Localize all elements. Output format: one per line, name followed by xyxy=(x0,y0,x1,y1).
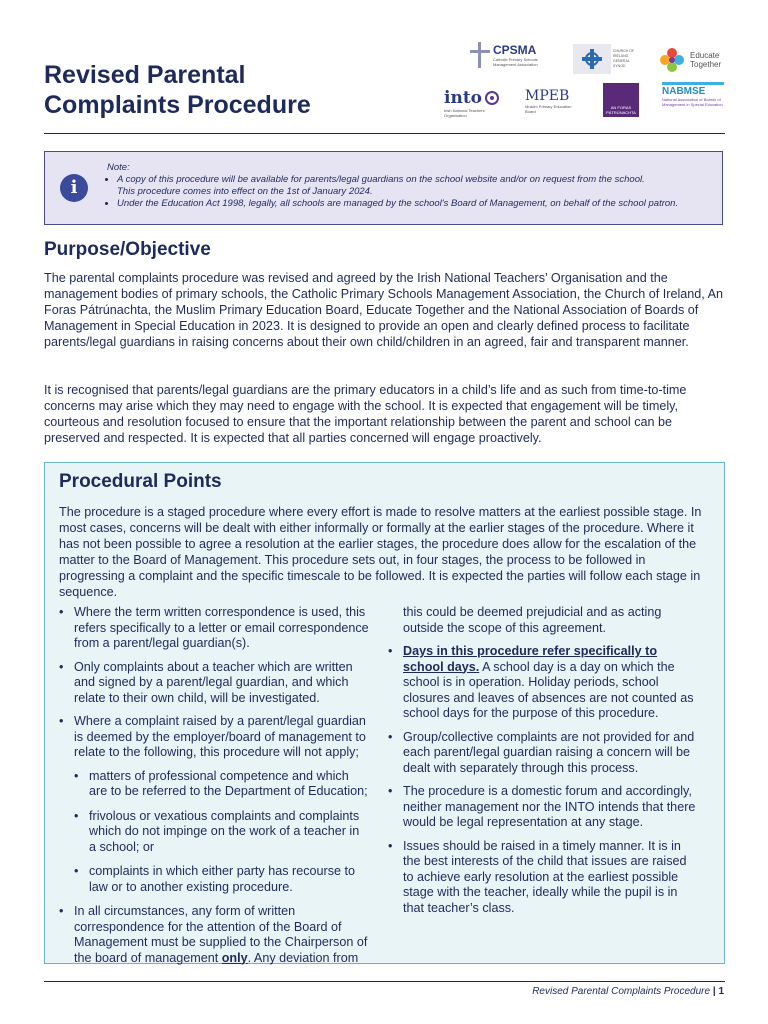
procedural-intro: The procedure is a staged procedure where every effort is made to resolve matters at the earliest possible stage. In most cases, concerns will be dealt with either informally or formally at the earlier stages of the procedure. Where it has not been possible to agree a resolution at the earlier stages, the procedure does allow for the escalation of the matter to the Board of Management. This procedure sets out, in four stages, the process to be followed in progressing a complaint and the specific timescale to be followed. It is expected the parties will follow each stage in sequence. xyxy=(59,505,702,599)
cpsma-logo xyxy=(470,42,551,68)
footer-divider xyxy=(44,981,725,982)
into-logo xyxy=(444,88,504,118)
list-item xyxy=(388,644,698,722)
purpose-heading: Purpose/Objective xyxy=(44,239,211,260)
mpeb-logo xyxy=(525,88,581,114)
sub-list-item: • matters of professional competence and which are to be referred to the Department of Education; xyxy=(74,769,369,800)
purpose-paragraph-1: The parental complaints procedure was revised and agreed by the Irish National Teachers’ Organisation and the management bodies of primary schools, the Catholic Primary Schools Management Association, the Church of Ireland, An Foras Pátrúnachta, the Muslim Primary Education Board, Educate Together and the National Association of Boards of Management in Special Education in 2023. It is designed to provide an open and clearly defined process to facilitate parents/legal guardians in raising concerns about their own child/children in an agreed, fair and transparent manner. xyxy=(44,271,724,349)
left-column xyxy=(59,605,369,974)
an-foras-patrunachta-logo xyxy=(603,83,639,117)
partner-logos xyxy=(440,40,730,125)
note-item: • Under the Education Act 1998, legally, all schools are managed by the school's Board of Management, on behalf of the school patron. xyxy=(117,198,707,210)
page-title xyxy=(44,60,434,120)
into-subtext: Irish National Teachers' Organisation xyxy=(444,108,486,118)
coi-subtext: CHURCH OF IRELAND GENERAL SYNOD xyxy=(613,49,634,68)
church-of-ireland-logo xyxy=(573,44,643,74)
page-number: 1 xyxy=(718,986,724,997)
mpeb-subtext: Muslim Primary Education Board xyxy=(525,104,572,114)
procedural-points-box xyxy=(44,462,725,964)
list-item: • Only complaints about a teacher which are written and signed by a parent/legal guardian, and which relate to their own child, will be investigated. xyxy=(59,660,369,707)
into-text: into xyxy=(444,88,483,108)
info-icon: i xyxy=(60,174,88,202)
cpsma-text: CPSMA xyxy=(493,43,537,57)
cpsma-subtext: Catholic Primary Schools Management Association xyxy=(493,57,538,67)
sub-list-item: • frivolous or vexatious complaints and complaints which do not impinge on the work of a teacher in a school; or xyxy=(74,809,369,856)
title-line-1: Revised Parental xyxy=(44,61,246,89)
purpose-paragraph-2: It is recognised that parents/legal guardians are the primary educators in a child’s life and as such from time-to-time concerns may arise which they may need to engage with the school. It is expected that engagement will be timely, courteous and resolution focused to ensure that the important relationship between the parent and school can be preserved and respected. It is expected that all parties concerned will engage proactively. xyxy=(44,383,687,445)
note-label: Note: xyxy=(107,162,130,173)
into-flower-icon xyxy=(484,90,500,106)
list-item: • Group/collective complaints are not provided for and each parent/legal guardian raising a concern will be dealt with separately through this process. xyxy=(388,730,698,777)
educate-together-text: Educate Together xyxy=(690,51,722,69)
footer xyxy=(532,986,724,997)
list-item: • The procedure is a domestic forum and accordingly, neither management nor the INTO intends that there would be legal representation at any stage. xyxy=(388,784,698,831)
footer-separator: | xyxy=(712,986,716,997)
list-item-text: A school day is a day on which the school is in operation. Holiday periods, school closures and leaves of absences are not counted as school days for the purpose of this procedure. xyxy=(403,659,694,720)
list-item: • Issues should be raised in a timely manner. It is in the best interests of the child that issues are raised to achieve early resolution at the earliest possible stage with the teacher, ideally while the pupil is in that teacher’s class. xyxy=(388,839,698,917)
afp-text: AN FORAS PÁTRÚNACHTA xyxy=(606,105,636,115)
footer-text: Revised Parental Complaints Procedure xyxy=(532,986,711,997)
note-box xyxy=(44,151,723,225)
sub-list-item: • complaints in which either party has recourse to law or to another existing procedure. xyxy=(74,864,369,895)
emphasis-only: only xyxy=(221,950,248,965)
educate-together-icon xyxy=(658,46,686,74)
header-divider xyxy=(44,133,725,134)
nabmse-text: NABMSE xyxy=(662,86,706,97)
right-column xyxy=(388,605,698,924)
list-item: • Where the term written correspondence is used, this refers specifically to a letter or email correspondence from a parent/legal guardian(s). xyxy=(59,605,369,652)
note-item: • A copy of this procedure will be available for parents/legal guardians on the school website and/or on request from the school. xyxy=(117,174,707,186)
list-item-text: In all circumstances, any form of written correspondence for the attention of the Board of Management must be supplied to the Chairperson of the board of management xyxy=(74,904,368,965)
sub-list xyxy=(74,769,369,896)
title-line-2: Complaints Procedure xyxy=(44,91,311,119)
nabmse-logo xyxy=(662,82,728,107)
cross-icon xyxy=(470,42,490,68)
note-text xyxy=(107,162,707,210)
celtic-cross-icon xyxy=(581,48,603,70)
nabmse-subtext: National Association of Boards of Management in Special Education xyxy=(662,97,723,107)
list-item xyxy=(59,714,369,895)
procedural-heading: Procedural Points xyxy=(59,471,222,492)
continued-text: this could be deemed prejudicial and as acting outside the scope of this agreement. xyxy=(403,605,662,635)
list-item-text: Where a complaint raised by a parent/legal guardian is deemed by the employer/board of management to relate to the following, this procedure will not apply; xyxy=(74,714,366,759)
list-item-text: . Any deviation from xyxy=(247,950,359,965)
educate-together-logo xyxy=(658,46,720,74)
emphasis-school-days: Days in this procedure refer specifically to school days. xyxy=(403,644,658,674)
list-item xyxy=(59,904,369,966)
mpeb-text: MPEB xyxy=(525,88,570,104)
note-item: This procedure comes into effect on the 1st of January 2024. xyxy=(117,186,373,197)
